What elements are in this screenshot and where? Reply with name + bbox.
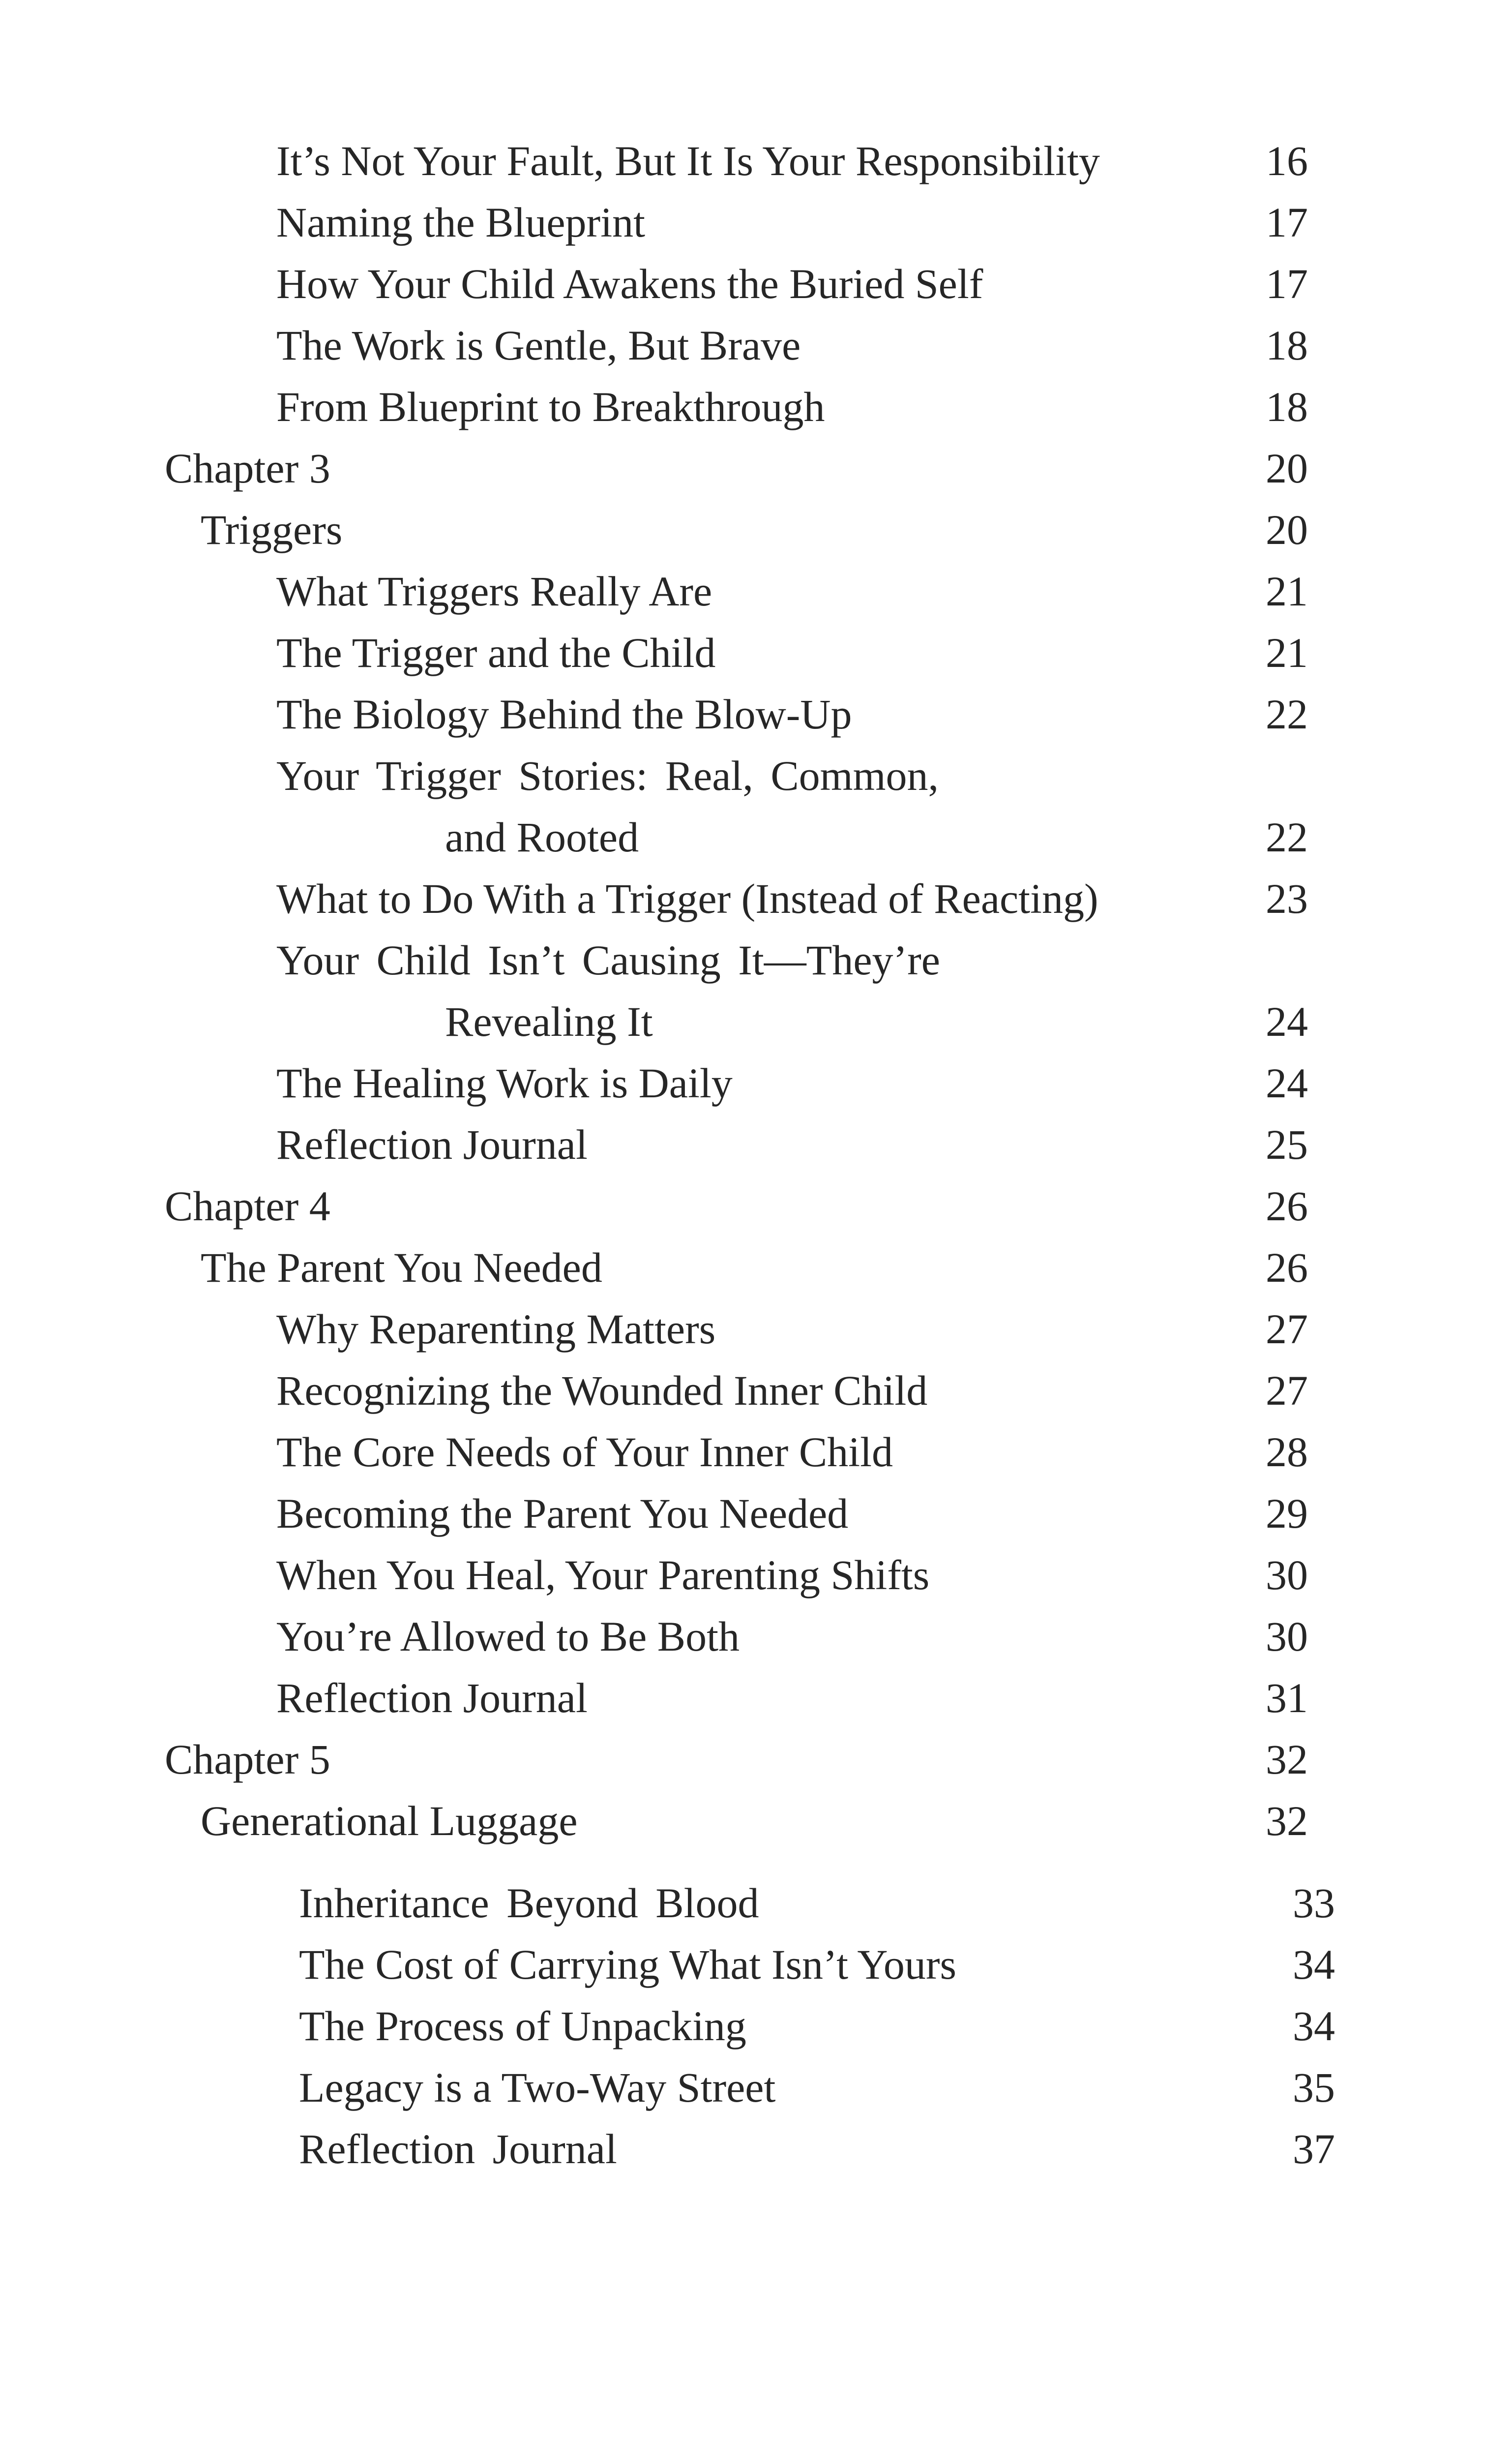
- toc-entry-title: Generational Luggage: [201, 1797, 578, 1844]
- toc-entry-title: From Blueprint to Breakthrough: [276, 383, 825, 430]
- toc-entry-page: 18: [1266, 322, 1308, 369]
- toc-entry-page: 22: [1266, 814, 1308, 861]
- toc-entry-title: What to Do With a Trigger (Instead of Reacting): [276, 875, 1098, 922]
- toc-entry-page: 20: [1266, 445, 1308, 492]
- toc-entry-title: Legacy is a Two-Way Street: [299, 2064, 776, 2111]
- toc-entry-page: 34: [1293, 1941, 1335, 1988]
- toc-entry-title: The Trigger and the Child: [276, 629, 716, 676]
- toc-entry-title: Reflection Journal: [276, 1674, 588, 1721]
- toc-entry-page: 21: [1266, 629, 1308, 676]
- toc-entry-page: 22: [1266, 691, 1308, 738]
- toc-entry-title: Triggers: [201, 506, 343, 553]
- toc-entry-page: 31: [1266, 1674, 1308, 1721]
- toc-entry-title: Your Trigger Stories: Real, Common,: [276, 752, 939, 799]
- toc-entry-page: 24: [1266, 1059, 1308, 1107]
- toc-entry-title: The Biology Behind the Blow-Up: [276, 691, 852, 738]
- toc-entry-title: It’s Not Your Fault, But It Is Your Responsibility: [276, 137, 1100, 184]
- toc-entry-page: 35: [1293, 2064, 1335, 2111]
- toc-entry-page: 16: [1266, 137, 1308, 184]
- toc-entry-page: 29: [1266, 1490, 1308, 1537]
- toc-entry-page: 17: [1266, 260, 1308, 307]
- toc-entry-page: 25: [1266, 1121, 1308, 1168]
- toc-entry-page: 28: [1266, 1428, 1308, 1476]
- toc-entry-title: The Process of Unpacking: [299, 2002, 746, 2050]
- toc-entry-page: 32: [1266, 1736, 1308, 1783]
- toc-entry-page: 26: [1266, 1182, 1308, 1230]
- toc-entry-title: Your Child Isn’t Causing It—They’re: [276, 936, 940, 984]
- toc-entry-page: 21: [1266, 568, 1308, 615]
- toc-entry-title: Reflection Journal: [276, 1121, 588, 1168]
- toc-entry-page: 27: [1266, 1367, 1308, 1414]
- toc-entry-page: 34: [1293, 2002, 1335, 2050]
- toc-entry-page: 30: [1266, 1551, 1308, 1599]
- toc-entry-title: The Parent You Needed: [201, 1244, 602, 1291]
- toc-entry-title: The Cost of Carrying What Isn’t Yours: [299, 1941, 956, 1988]
- toc-entry-title: The Work is Gentle, But Brave: [276, 322, 801, 369]
- toc-entry-page: 27: [1266, 1305, 1308, 1353]
- toc-entry-page: 32: [1266, 1797, 1308, 1844]
- toc-entry-title: Chapter 4: [165, 1182, 330, 1230]
- toc-entry-page: 20: [1266, 506, 1308, 553]
- toc-entry-page: 24: [1266, 998, 1308, 1045]
- toc-entry-title: Inheritance Beyond Blood: [299, 1879, 759, 1927]
- toc-entry-page: 30: [1266, 1613, 1308, 1660]
- toc-entry-title: and Rooted: [445, 814, 639, 861]
- toc-entry-page: 18: [1266, 383, 1308, 430]
- toc-entry-title: Chapter 5: [165, 1736, 330, 1783]
- toc-entry-title: You’re Allowed to Be Both: [276, 1613, 740, 1660]
- toc-entry-title: Revealing It: [445, 998, 653, 1045]
- toc-entry-title: When You Heal, Your Parenting Shifts: [276, 1551, 930, 1599]
- toc-entry-page: 17: [1266, 199, 1308, 246]
- toc-entry-page: 23: [1266, 875, 1308, 922]
- toc-entry-title: Chapter 3: [165, 445, 330, 492]
- toc-entry-title: Becoming the Parent You Needed: [276, 1490, 849, 1537]
- toc-entry-title: Why Reparenting Matters: [276, 1305, 716, 1353]
- toc-entry-title: What Triggers Really Are: [276, 568, 712, 615]
- toc-entry-page: 37: [1293, 2125, 1335, 2172]
- toc-entry-title: Recognizing the Wounded Inner Child: [276, 1367, 928, 1414]
- toc-entry-title: Naming the Blueprint: [276, 199, 645, 246]
- toc-entry-page: 26: [1266, 1244, 1308, 1291]
- toc-entry-title: Reflection Journal: [299, 2125, 617, 2172]
- toc-entry-title: How Your Child Awakens the Buried Self: [276, 260, 983, 307]
- toc-entry-page: 33: [1293, 1879, 1335, 1927]
- toc-entry-title: The Healing Work is Daily: [276, 1059, 733, 1107]
- toc-entry-title: The Core Needs of Your Inner Child: [276, 1428, 893, 1476]
